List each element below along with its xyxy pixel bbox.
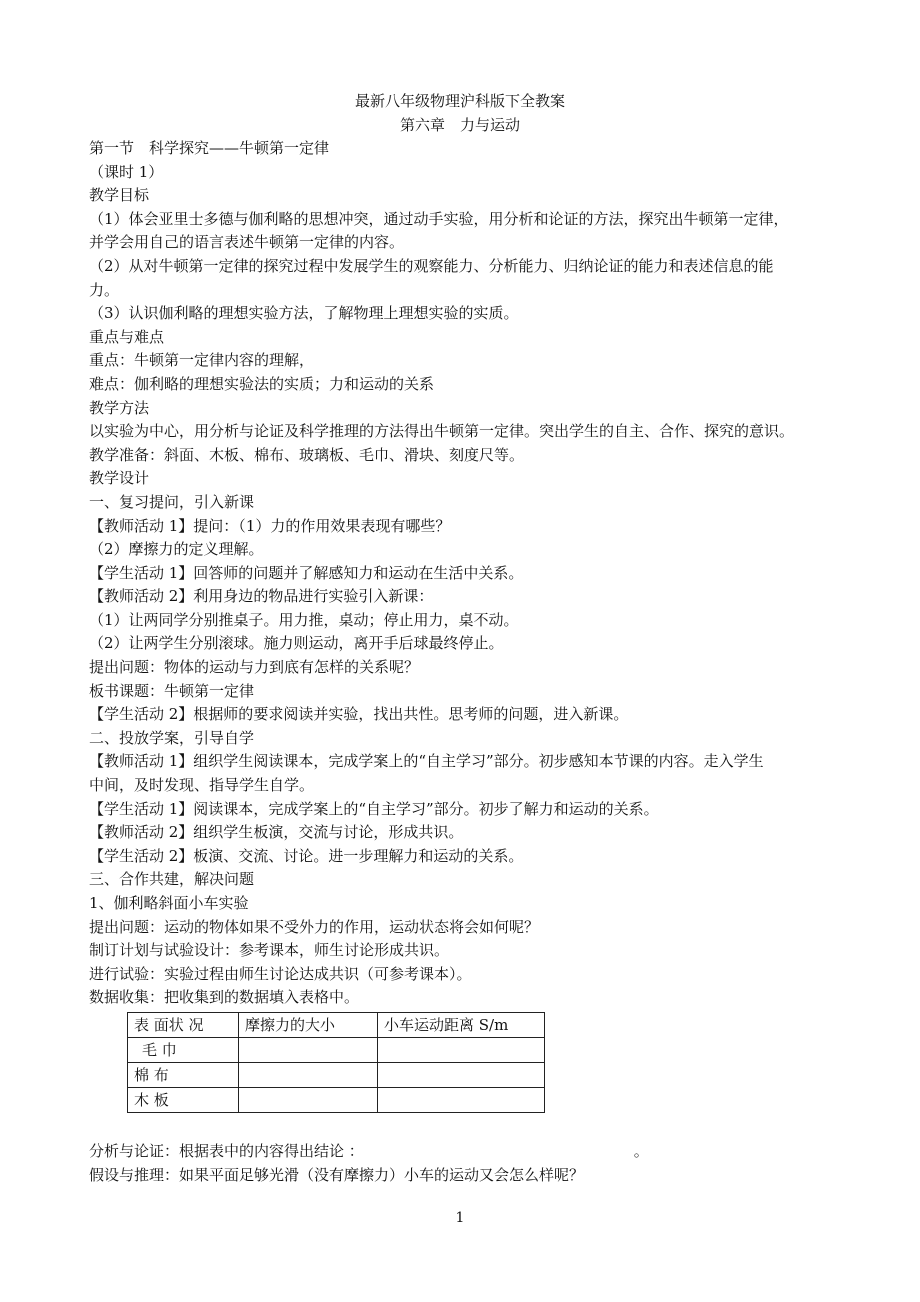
text-line: （2）让两学生分别滚球。施力则运动，离开手后球最终停止。 xyxy=(89,634,504,653)
section-heading: 重点与难点 xyxy=(89,327,165,346)
table-cell: 毛 巾 xyxy=(128,1037,239,1062)
table-cell xyxy=(239,1062,378,1087)
text-line: 板书课题：牛顿第一定律 xyxy=(89,681,255,700)
text-line: 【学生活动 1】阅读课本，完成学案上的“自主学习”部分。初步了解力和运动的关系。 xyxy=(89,799,659,818)
analysis-line xyxy=(89,1140,837,1164)
text-line: （2）从对牛顿第一定律的探究过程中发展学生的观察能力、分析能力、归纳论证的能力和表述信息的能 xyxy=(89,256,774,275)
analysis-end-mark: 。 xyxy=(633,1141,649,1160)
text-line: 力。 xyxy=(89,280,120,299)
text-line: 制订计划与试验设计：参考课本，师生讨论形成共识。 xyxy=(89,941,450,960)
hypothesis-line: 假设与推理：如果平面足够光滑（没有摩擦力）小车的运动又会怎么样呢？ xyxy=(89,1165,585,1184)
text-line: 重点：牛顿第一定律内容的理解， xyxy=(89,351,315,370)
document-body xyxy=(89,137,837,1187)
text-line: 提出问题：物体的运动与力到底有怎样的关系呢？ xyxy=(89,658,420,677)
table-header-cell: 摩擦力的大小 xyxy=(239,1012,378,1037)
text-line: 【学生活动 2】板演、交流、讨论。进一步理解力和运动的关系。 xyxy=(89,846,524,865)
text-line: 进行试验：实验过程由师生讨论达成共识（可参考课本）。 xyxy=(89,964,472,983)
text-line: 【教师活动 1】组织学生阅读课本，完成学案上的“自主学习”部分。初步感知本节课的内容。走入学生 xyxy=(89,752,764,771)
text-line: 1、伽利略斜面小车实验 xyxy=(89,894,249,912)
text-line: 提出问题：运动的物体如果不受外力的作用，运动状态将会如何呢？ xyxy=(89,917,540,936)
text-line: （2）摩擦力的定义理解。 xyxy=(89,540,264,559)
analysis-text: 分析与论证：根据表中的内容得出结论 ： xyxy=(89,1141,364,1160)
text-line: （1）体会亚里士多德与伽利略的思想冲突，通过动手实验，用分析和论证的方法，探究出牛顿第一定律， xyxy=(89,209,789,228)
text-line: 三、合作共建，解决问题 xyxy=(89,870,255,889)
text-line: 教学准备：斜面、木板、棉布、玻璃板、毛巾、滑块、刻度尺等。 xyxy=(89,445,525,464)
text-line: 一、复习提问，引入新课 xyxy=(89,492,255,511)
section-heading: 教学目标 xyxy=(89,186,150,205)
table-cell xyxy=(378,1037,545,1062)
text-line: 【教师活动 1】提问：（1）力的作用效果表现有哪些？ xyxy=(89,516,451,535)
chapter-title: 第六章 力与运动 xyxy=(399,116,520,134)
document-title: 最新八年级物理沪科版下全教案 xyxy=(354,92,565,110)
table-cell: 木 板 xyxy=(128,1087,239,1112)
data-table xyxy=(127,1012,545,1113)
table-row xyxy=(128,1062,545,1087)
page-number: 1 xyxy=(455,1210,465,1226)
table-cell xyxy=(378,1062,545,1087)
section-heading: 第一节 科学探究——牛顿第一定律 xyxy=(89,139,330,157)
table-row xyxy=(128,1087,545,1112)
section-heading: 教学方法 xyxy=(89,398,150,417)
table-header-cell: 小车运动距离 S/m xyxy=(378,1012,545,1037)
text-line: 【教师活动 2】利用身边的物品进行实验引入新课： xyxy=(89,587,434,606)
section-heading: 教学设计 xyxy=(89,469,150,488)
text-line: （1）让两同学分别推桌子。用力推，桌动；停止用力，桌不动。 xyxy=(89,610,519,629)
text-line: 难点：伽利略的理想实验法的实质；力和运动的关系 xyxy=(89,374,435,393)
text-line: （3）认识伽利略的理想实验方法，了解物理上理想实验的实质。 xyxy=(89,304,519,323)
table-header-row xyxy=(128,1012,545,1037)
text-line: 二、投放学案，引导自学 xyxy=(89,728,255,747)
text-line: 【学生活动 1】回答师的问题并了解感知力和运动在生活中关系。 xyxy=(89,563,524,582)
text-line: 中间，及时发现、指导学生自学。 xyxy=(89,776,315,795)
table-cell xyxy=(239,1087,378,1112)
table-cell: 棉 布 xyxy=(128,1062,239,1087)
text-line: 数据收集：把收集到的数据填入表格中。 xyxy=(89,988,360,1007)
table-cell xyxy=(378,1087,545,1112)
text-line: （课时 1） xyxy=(89,162,164,181)
text-line: 以实验为中心，用分析与论证及科学推理的方法得出牛顿第一定律。突出学生的自主、合作、探究的意识。 xyxy=(89,422,795,441)
table-header-cell: 表 面状 况 xyxy=(128,1012,239,1037)
table-cell xyxy=(239,1037,378,1062)
text-line: 【教师活动 2】组织学生板演，交流与讨论，形成共识。 xyxy=(89,823,464,842)
table-row xyxy=(128,1037,545,1062)
text-line: 并学会用自己的语言表述牛顿第一定律的内容。 xyxy=(89,233,405,252)
text-line: 【学生活动 2】根据师的要求阅读并实验，找出共性。思考师的问题，进入新课。 xyxy=(89,705,629,724)
